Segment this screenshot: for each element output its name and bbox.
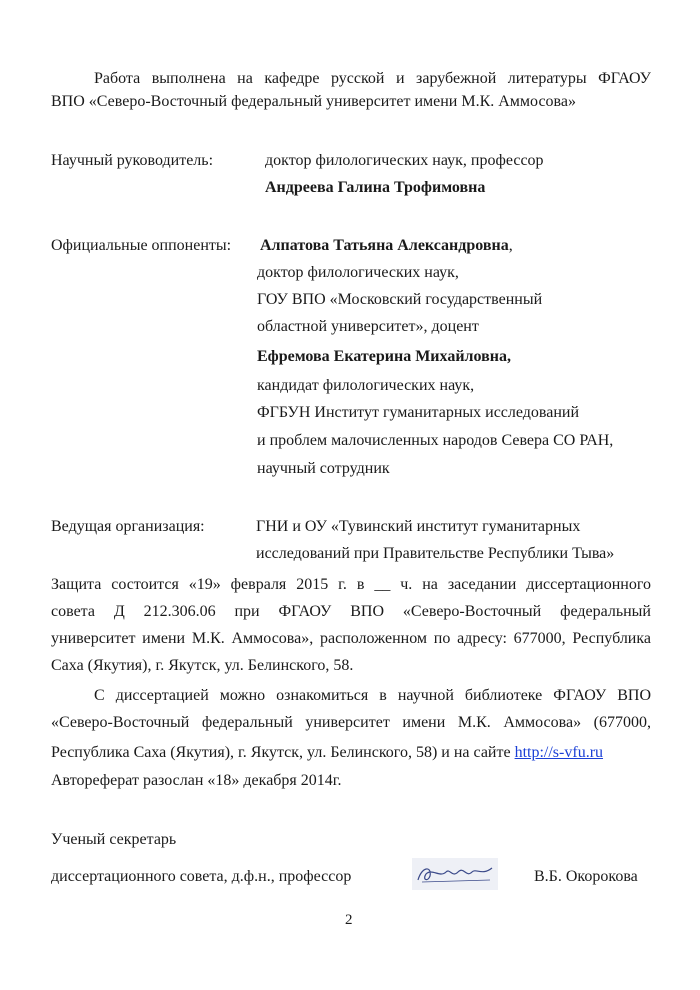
defense-line: университет имени М.К. Аммосова», расположенном по адресу: 677000, Республика [51, 630, 651, 647]
leading-org-line-1: ГНИ и ОУ «Тувинский институт гуманитарных [256, 518, 581, 535]
leading-org-label: Ведущая организация: [51, 518, 205, 535]
sent-date: Автореферат разослан «18» декабря 2014г. [51, 772, 342, 789]
library-line: С диссертацией можно ознакомиться в научной библиотеке ФГАОУ ВПО [94, 687, 651, 704]
signature-icon [412, 858, 498, 890]
intro-line-1: Работа выполнена на кафедре русской и зарубежной литературы ФГАОУ [94, 70, 651, 87]
opponent-2-line: кандидат филологических наук, [257, 377, 475, 394]
defense-line: Защита состоится «19» февраля 2015 г. в __ ч. на заседании диссертационного [51, 576, 651, 593]
supervisor-degree: доктор филологических наук, профессор [265, 152, 544, 169]
page-number: 2 [345, 912, 353, 928]
opponent-1-name-line [260, 237, 513, 255]
opponent-1-line: областной университет», доцент [257, 318, 479, 335]
opponent-1-name: Алпатова Татьяна Александровна [260, 237, 509, 254]
intro-line-2: ВПО «Северо-Восточный федеральный университет имени М.К. Аммосова» [51, 93, 576, 110]
secretary-name: В.Б. Окорокова [534, 868, 638, 885]
opponent-2-line: ФГБУН Институт гуманитарных исследований [257, 404, 580, 421]
secretary-position: диссертационного совета, д.ф.н., профессор [51, 868, 352, 885]
defense-line: совета Д 212.306.06 при ФГАОУ ВПО «Северо-Восточный федеральный [51, 603, 651, 620]
opponent-2-line: научный сотрудник [257, 460, 390, 477]
secretary-title: Ученый секретарь [51, 831, 177, 848]
opponent-1-line: доктор филологических наук, [257, 264, 459, 281]
opponent-2-line: и проблем малочисленных народов Севера СО РАН, [257, 432, 614, 449]
defense-line: Саха (Якутия), г. Якутск, ул. Белинского, 58. [51, 657, 354, 674]
signature [412, 858, 498, 890]
library-line: «Северо-Восточный федеральный университет имени М.К. Аммосова» (677000, [51, 714, 651, 731]
leading-org-line-2: исследований при Правительстве Республики Тыва» [256, 545, 615, 562]
opponents-label: Официальные оппоненты: [51, 237, 232, 254]
supervisor-label: Научный руководитель: [51, 152, 214, 169]
library-line-3 [51, 744, 603, 762]
supervisor-name: Андреева Галина Трофимовна [265, 179, 486, 196]
site-link[interactable]: http://s-vfu.ru [514, 744, 604, 761]
opponent-1-line: ГОУ ВПО «Московский государственный [257, 291, 543, 308]
opponent-2-name: Ефремова Екатерина Михайловна, [257, 348, 511, 365]
opponent-1-name-suffix: , [508, 237, 513, 254]
library-line-3-text: Республика Саха (Якутия), г. Якутск, ул. Белинского, 58) и на сайте [51, 744, 511, 761]
